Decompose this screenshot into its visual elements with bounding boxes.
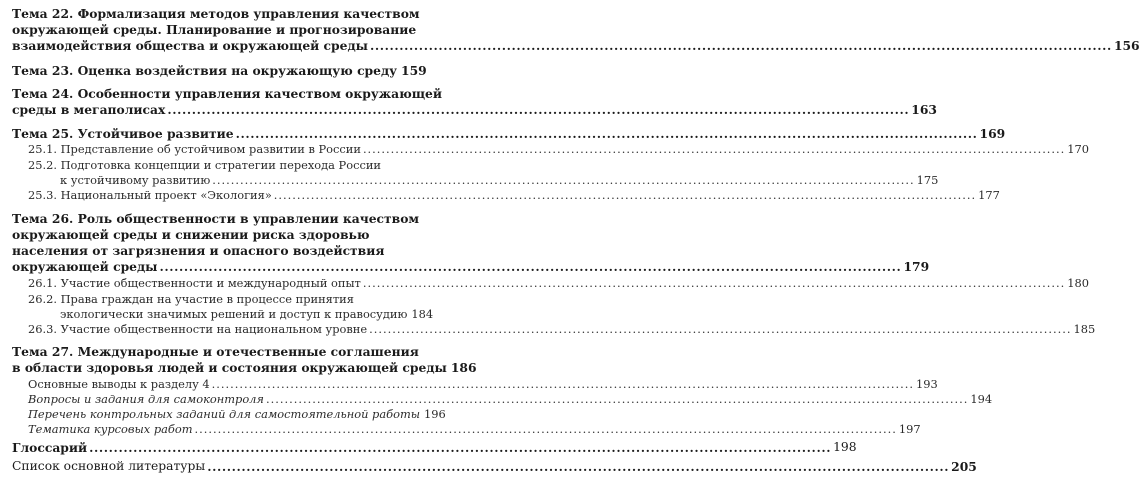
- dot-leader: [207, 459, 949, 474]
- dot-leader: [212, 377, 914, 391]
- dot-leader: [160, 259, 902, 274]
- toc-subitem-conclusions[interactable]: [28, 377, 938, 391]
- toc-topic-24-entry[interactable]: [12, 102, 937, 117]
- toc-page-number: 156: [1113, 38, 1140, 53]
- toc-glossary-entry[interactable]: [12, 440, 857, 455]
- toc-subitem-25-3[interactable]: [28, 188, 1000, 202]
- toc-subitem-assignments[interactable]: [28, 407, 446, 421]
- toc-subitem-25-2[interactable]: [60, 173, 939, 187]
- toc-subitem-26-3[interactable]: [28, 322, 1096, 336]
- toc-page-number: 196: [424, 407, 446, 421]
- toc-subitem-title: Основные выводы к разделу 4: [28, 377, 210, 391]
- toc-page-number: 193: [916, 377, 938, 391]
- toc-topic-title: Тема 23. Оценка воздействия на окружающую среду: [12, 63, 398, 78]
- toc-subitem-coursework[interactable]: [28, 422, 921, 436]
- dot-leader: [266, 392, 968, 406]
- toc-subitem-26-2-line2: экологически значимых решений и доступ к правосудию: [60, 307, 408, 321]
- toc-page-number: 197: [898, 422, 921, 436]
- toc-topic-26-line2: окружающей среды и снижении риска здоровью: [12, 227, 370, 242]
- toc-page-number: 180: [1067, 276, 1089, 290]
- toc-page-number: 169: [979, 126, 1006, 141]
- toc-topic-22-line3: взаимодействия общества и окружающей среды: [12, 38, 368, 53]
- toc-subitem-title: 26.3. Участие общественности на национальном уровне: [28, 322, 368, 336]
- toc-topic-22-line1: Тема 22. Формализация методов управления качеством: [12, 6, 420, 21]
- toc-subitem-25-2-line1: 25.2. Подготовка концепции и стратегии перехода России: [28, 158, 382, 172]
- toc-subitem-title: Перечень контрольных заданий для самостоятельной работы: [28, 407, 421, 421]
- toc-subitem-25-1[interactable]: [28, 142, 1090, 156]
- toc-subitem-25-2-line2: к устойчивому развитию: [60, 173, 211, 187]
- toc-topic-27-line1: Тема 27. Международные и отечественные соглашения: [12, 344, 419, 359]
- toc-literature-entry[interactable]: [12, 459, 977, 474]
- toc-topic-23-entry[interactable]: [12, 63, 427, 78]
- dot-leader: [195, 422, 897, 436]
- toc-topic-25-entry[interactable]: [12, 126, 1006, 141]
- toc-subitem-title: Тематика курсовых работ: [28, 422, 193, 436]
- dot-leader: [274, 188, 976, 202]
- dot-leader: [89, 440, 831, 455]
- dot-leader: [363, 142, 1065, 156]
- toc-page-number: 177: [978, 188, 1000, 202]
- toc-topic-26-line3: населения от загрязнения и опасного воздействия: [12, 243, 385, 258]
- toc-topic-27-line2: в области здоровья людей и состояния окружающей среды: [12, 360, 447, 375]
- toc-page-number: 194: [970, 392, 993, 406]
- toc-page-number: 184: [411, 307, 434, 321]
- dot-leader: [236, 126, 978, 141]
- toc-topic-title: Тема 25. Устойчивое развитие: [12, 126, 234, 141]
- toc-subitem-title: Вопросы и задания для самоконтроля: [28, 392, 264, 406]
- toc-topic-24-line2: среды в мегаполисах: [12, 102, 166, 117]
- toc-subitem-title: 25.3. Национальный проект «Экология»: [28, 188, 272, 202]
- toc-subitem-26-1[interactable]: [28, 276, 1089, 290]
- toc-page-number: 163: [911, 102, 937, 117]
- toc-topic-26-line1: Тема 26. Роль общественности в управлении качеством: [12, 211, 420, 226]
- toc-subitem-26-2[interactable]: [60, 307, 434, 321]
- toc-topic-26-entry[interactable]: [12, 259, 930, 274]
- toc-subitem-title: 26.1. Участие общественности и международный опыт: [28, 276, 361, 290]
- toc-page-number: 186: [450, 360, 477, 375]
- toc-topic-22-line2: окружающей среды. Планирование и прогнозирование: [12, 22, 417, 37]
- toc-page-number: 205: [951, 459, 977, 474]
- dot-leader: [167, 102, 909, 117]
- toc-subitem-26-2-line1: 26.2. Права граждан на участие в процессе принятия: [28, 292, 354, 306]
- toc-page-number: 159: [401, 63, 427, 78]
- toc-topic-27-entry[interactable]: [12, 360, 477, 375]
- toc-topic-26-line4: окружающей среды: [12, 259, 158, 274]
- toc-page-number: 185: [1073, 322, 1096, 336]
- dot-leader: [212, 173, 914, 187]
- dot-leader: [370, 38, 1112, 53]
- toc-topic-title: Глоссарий: [12, 440, 88, 455]
- toc-page-number: 170: [1067, 142, 1090, 156]
- toc-page-number: 198: [833, 440, 857, 454]
- dot-leader: [363, 276, 1065, 290]
- toc-topic-24-line1: Тема 24. Особенности управления качеством окружающей: [12, 86, 442, 101]
- dot-leader: [369, 322, 1071, 336]
- toc-subitem-title: 25.1. Представление об устойчивом развитии в России: [28, 142, 361, 156]
- toc-topic-title: Список основной литературы: [12, 459, 206, 473]
- toc-topic-22-entry[interactable]: [12, 38, 1140, 53]
- toc-page-number: 175: [916, 173, 939, 187]
- toc-subitem-questions[interactable]: [28, 392, 993, 406]
- toc-page-number: 179: [903, 259, 930, 274]
